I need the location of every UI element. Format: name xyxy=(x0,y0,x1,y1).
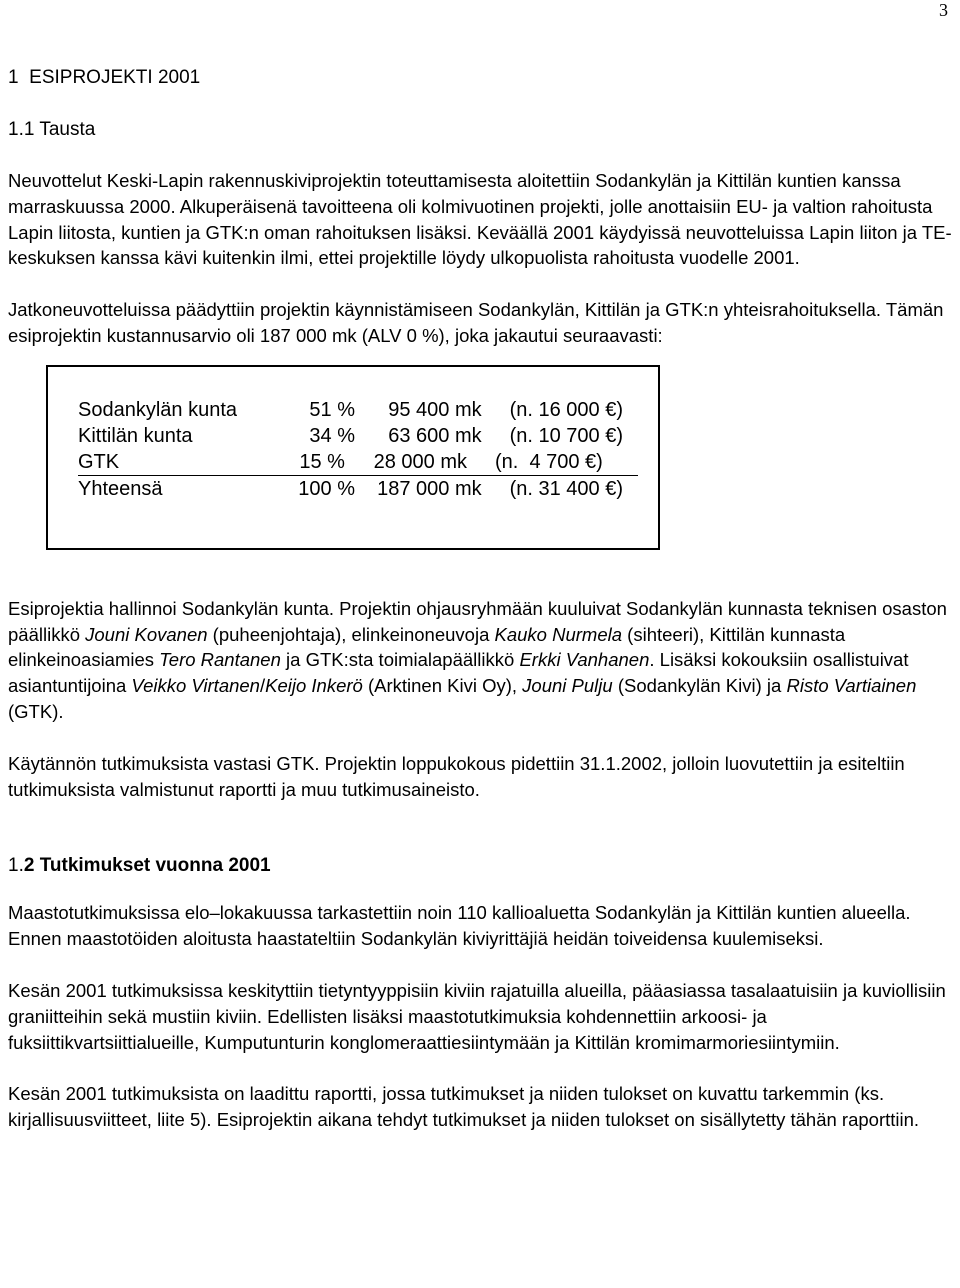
cost-row-eur: (n. 16 000 €) xyxy=(509,398,624,421)
cost-row xyxy=(78,423,658,449)
cost-row-mk: 28 000 mk xyxy=(373,450,467,473)
chapter-heading xyxy=(8,64,954,92)
cost-row-mk: 187 000 mk xyxy=(377,477,482,500)
section-heading-1-1 xyxy=(8,116,954,144)
person-name: Risto Vartiainen xyxy=(786,675,917,697)
cost-row-name: Yhteensä xyxy=(78,477,163,500)
person-name: Erkki Vanhanen xyxy=(519,649,650,671)
paragraph-administration xyxy=(8,596,954,725)
section-number: 1. xyxy=(8,855,24,877)
paragraph-background-2: Jatkoneuvotteluissa päädyttiin projektin käynnistämiseen Sodankylän, Kittilän ja GTK:n yhteisrahoituksella. Tämän esiprojektin kustannusarvio oli 187 000 mk (ALV 0 %), joka jakautui seuraavasti: xyxy=(8,299,944,346)
cost-row-mk: 63 600 mk xyxy=(388,424,482,447)
cost-total-row xyxy=(78,476,658,502)
section-heading-1-2 xyxy=(8,852,954,880)
section-title: Tausta xyxy=(39,119,96,140)
cost-row-eur: (n. 4 700 €) xyxy=(494,450,603,473)
section-number: 1.1 xyxy=(8,119,35,140)
text-run: (Sodankylän Kivi) ja xyxy=(612,675,787,697)
page-number: 3 xyxy=(939,0,948,20)
paragraph-studies-1: Maastotutkimuksissa elo–lokakuussa tarkastettiin noin 110 kallioaluetta Sodankylän ja Kittilän kuntien alueella. Ennen maastotöiden aloitusta haastateltiin Sodankylän kiviyrittäjiä heidän toiveidensa kuulemiseksi. xyxy=(8,902,911,950)
chapter-number: 1 xyxy=(8,67,19,88)
cost-row-name: GTK xyxy=(78,450,120,473)
text-run: Esiprojektia hallinnoi Sodankylän kunta. Projektin ohjausryhmään kuuluivat Sodankylän kunnasta teknisen osaston päällikkö xyxy=(8,597,947,645)
person-name: Jouni Pulju xyxy=(522,675,613,697)
text-run: (puheenjohtaja), elinkeinoneuvoja xyxy=(207,623,495,645)
chapter-title: ESIPROJEKTI 2001 xyxy=(29,67,201,88)
person-name: Keijo Inkerö xyxy=(265,675,363,697)
text-run: . Lisäksi kokouksiin osallistuivat asiantuntijoina xyxy=(8,649,909,697)
person-name: Kauko Nurmela xyxy=(494,623,623,645)
cost-row-mk: 95 400 mk xyxy=(388,398,482,421)
text-run: (sihteeri), Kittilän kunnasta elinkeinoasiamies xyxy=(8,623,846,671)
person-name: Veikko Virtanen xyxy=(131,675,260,697)
person-name: Tero Rantanen xyxy=(159,649,281,671)
cost-row-eur: (n. 31 400 €) xyxy=(509,477,624,500)
section-title: 2 Tutkimukset vuonna 2001 xyxy=(23,855,271,877)
paragraph-practice: Käytännön tutkimuksista vastasi GTK. Projektin loppukokous pidettiin 31.1.2002, jolloin luovutettiin ja esiteltiin tutkimuksista valmistunut raportti ja muu tutkimusaineisto. xyxy=(8,752,905,800)
cost-row-percent: 100 % xyxy=(298,477,355,500)
person-name: Jouni Kovanen xyxy=(85,623,208,645)
paragraph-studies-3: Kesän 2001 tutkimuksista on laadittu raportti, jossa tutkimukset ja niiden tulokset on kuvattu tarkemmin (ks. kirjallisuusviitteet, liite 5). Esiprojektin aikana tehdyt tutkimukset ja niiden tulokset on sisällytetty tähän raporttiin. xyxy=(8,1083,920,1131)
cost-row-percent: 34 % xyxy=(309,424,355,447)
cost-breakdown-table xyxy=(46,365,660,550)
paragraph-studies-2: Kesän 2001 tutkimuksissa keskityttiin tietyntyyppisiin kiviin rajatuilla alueilla, pääasiassa tasalaatuisiin ja kuviollisiin graniitteihin sekä mustiin kiviin. Edellisten lisäksi maastotutkimuksia kohdennettiin arkoosi- ja fuksiittikvartsiittialueille, Kumputunturin konglomeraattiesiintymään ja Kittilän kromimarmoriesiintymiin. xyxy=(8,979,946,1053)
cost-row-percent: 15 % xyxy=(299,450,345,473)
cost-row-name: Kittilän kunta xyxy=(78,424,193,447)
text-run: (Arktinen Kivi Oy), xyxy=(362,675,523,697)
cost-row-name: Sodankylän kunta xyxy=(78,398,238,421)
cost-row xyxy=(78,449,638,476)
paragraph-background-1: Neuvottelut Keski-Lapin rakennuskiviprojektin toteuttamisesta aloitettiin Sodankylän ja Kittilän kuntien kanssa marraskuussa 2000. Alkuperäisenä tavoitteena oli kolmivuotinen projekti, jolle anottaisiin EU- ja valtion rahoitusta Lapin liitosta, kuntien ja GTK:n oman rahoituksen lisäksi. Keväällä 2001 käydyissä neuvotteluissa Lapin liiton ja TE-keskuksen kanssa kävi kuitenkin ilmi, ettei projektille löydy ulkopuolista rahoitusta vuodelle 2001. xyxy=(8,170,952,269)
cost-row-eur: (n. 10 700 €) xyxy=(509,424,624,447)
text-run: ja GTK:sta toimialapäällikkö xyxy=(280,649,520,671)
document-body xyxy=(8,64,954,1153)
cost-row-percent: 51 % xyxy=(309,398,355,421)
text-run: (GTK). xyxy=(8,700,64,722)
text-run: / xyxy=(259,675,266,697)
cost-row xyxy=(78,397,658,423)
